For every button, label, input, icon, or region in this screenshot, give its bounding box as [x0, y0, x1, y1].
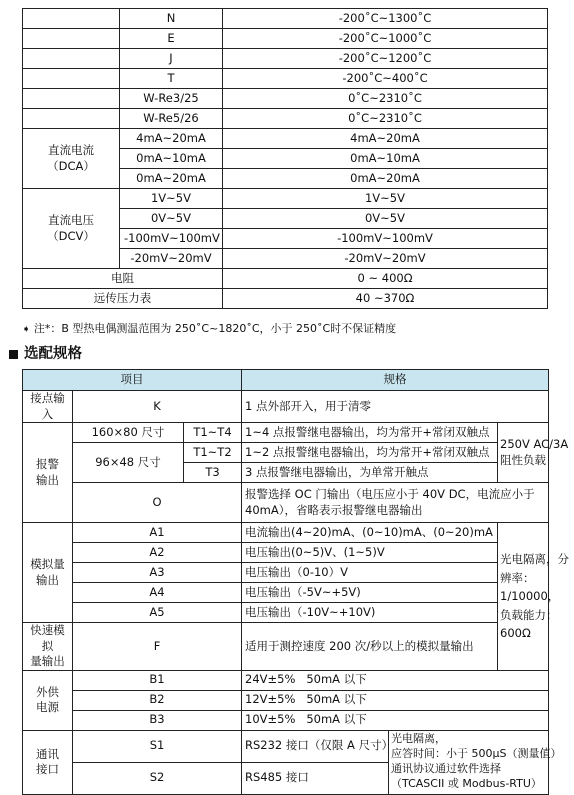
section-title — [9, 342, 82, 363]
table-row — [23, 9, 548, 29]
comm-note-line3: 通讯协议通过软件选择 — [391, 762, 501, 776]
measure-range: 0mA~10mA — [223, 149, 548, 169]
option-code: A2 — [73, 543, 242, 563]
option-code: A5 — [73, 603, 242, 623]
measure-range: -200˚C~1300˚C — [223, 9, 548, 29]
option-code: K — [73, 391, 242, 423]
table-row — [23, 69, 548, 89]
option-spec: 10V±5% 50mA 以下 — [242, 710, 549, 730]
comm-note — [389, 730, 562, 794]
dcv-label-line1: 直流电压 — [48, 212, 94, 227]
option-spec: 1~2 点报警继电器输出，均为常开+常闭双触点 — [242, 443, 498, 463]
option-spec: 适用于测控速度 200 次/秒以上的模拟量输出 — [242, 623, 498, 671]
option-code: O — [73, 483, 242, 523]
comm-label-line1: 通讯 — [36, 746, 59, 761]
option-spec: 电压输出（-10V~+10V) — [242, 603, 498, 623]
table-row — [23, 523, 549, 543]
input-type: T — [120, 69, 223, 89]
options-table — [22, 369, 569, 795]
input-type: 1V~5V — [120, 189, 223, 209]
option-spec: 电压输出（-5V~+5V) — [242, 583, 498, 603]
analog-isolation-note — [498, 523, 569, 671]
option-code: B1 — [73, 670, 242, 690]
contact-input-label: 接点输入 — [23, 391, 73, 423]
comm-note-line4: （TCASCII 或 Modbus-RTU） — [391, 776, 542, 790]
alarm-label-line1: 报警 — [36, 457, 59, 472]
alarm-label-line2: 输出 — [36, 472, 59, 487]
option-spec: 电流输出(4~20)mA、(0~10)mA、(0~20)mA — [242, 523, 498, 543]
blank-cell — [23, 89, 120, 109]
dcv-label-line2: （DCV） — [47, 228, 95, 243]
relay-note-line2: 阻性负载 — [500, 452, 546, 467]
comm-label-line2: 接口 — [36, 762, 59, 777]
input-type: -20mV~20mV — [120, 249, 223, 269]
dca-label-line2: （DCA） — [47, 158, 95, 173]
fast-analog-line1: 快速模拟 — [30, 623, 65, 653]
table-row — [23, 563, 549, 583]
power-group-label — [23, 670, 73, 730]
table-row — [23, 710, 549, 730]
option-spec: 12V±5% 50mA 以下 — [242, 690, 549, 710]
option-code: S1 — [73, 730, 242, 762]
comm-note-line2: 应答时间：小于 500μS（测量值） — [391, 747, 562, 761]
analog-label-line1: 模拟量 — [30, 557, 65, 572]
table-row — [23, 89, 548, 109]
oc-spec-line2: 40mA），省略表示报警继电器输出 — [245, 502, 423, 517]
measure-range: -200˚C~400˚C — [223, 69, 548, 89]
input-range-table — [22, 8, 548, 309]
table-row — [23, 443, 549, 463]
option-spec: 3 点报警继电器输出，为单常开触点 — [242, 463, 498, 483]
section-title-text: 选配规格 — [24, 346, 82, 362]
input-type: 4mA~20mA — [120, 129, 223, 149]
option-spec: 电压输出(0~5)V、(1~5)V — [242, 543, 498, 563]
table-row — [23, 391, 549, 423]
table-row — [23, 423, 549, 443]
option-code: A1 — [73, 523, 242, 543]
option-spec: 1 点外部开入，用于清零 — [242, 391, 549, 423]
analog-note-line3: 1/10000， — [500, 589, 560, 604]
option-spec: 电压输出（0-10）V — [242, 563, 498, 583]
input-type: 0mA~20mA — [120, 169, 223, 189]
table-row — [23, 269, 548, 289]
pressure-range: 40 ~370Ω — [223, 289, 548, 309]
resistance-label: 电阻 — [23, 269, 223, 289]
measure-range: -100mV~100mV — [223, 229, 548, 249]
option-code: B2 — [73, 690, 242, 710]
option-code: T1~T2 — [184, 443, 242, 463]
input-type: 0V~5V — [120, 209, 223, 229]
alarm-size-96: 96×48 尺寸 — [73, 443, 184, 483]
analog-note-line5: 600Ω — [500, 625, 531, 640]
dcv-group-label — [23, 189, 120, 269]
measure-range: 1V~5V — [223, 189, 548, 209]
input-type: W-Re3/25 — [120, 89, 223, 109]
blank-cell — [23, 29, 120, 49]
table-row — [23, 670, 549, 690]
table-row — [23, 603, 549, 623]
dca-group-label — [23, 129, 120, 189]
square-bullet-icon — [9, 350, 18, 359]
option-code: A4 — [73, 583, 242, 603]
blank-cell — [23, 9, 120, 29]
range-note — [22, 320, 552, 336]
header-spec: 规格 — [242, 370, 549, 391]
measure-range: -200˚C~1200˚C — [223, 49, 548, 69]
resistance-range: 0 ~ 400Ω — [223, 269, 548, 289]
option-code: B3 — [73, 710, 242, 730]
analog-label-line2: 输出 — [36, 572, 59, 587]
analog-note-line4: 负载能力： — [500, 607, 558, 622]
option-spec: 24V±5% 50mA 以下 — [242, 670, 549, 690]
table-row — [23, 730, 549, 762]
option-spec-oc — [242, 483, 549, 523]
input-type: J — [120, 49, 223, 69]
relay-note-line1: 250V AC/3A — [500, 437, 569, 452]
measure-range: 0mA~20mA — [223, 169, 548, 189]
measure-range: 0V~5V — [223, 209, 548, 229]
comm-group-label — [23, 730, 73, 794]
blank-cell — [23, 69, 120, 89]
dca-label-line1: 直流电流 — [48, 142, 94, 157]
analog-group-label — [23, 523, 73, 623]
note-text: 注*：B 型热电偶测温范围为 250˚C~1820˚C，小于 250˚C时不保证精度 — [33, 322, 397, 335]
table-row — [23, 289, 548, 309]
option-code: T3 — [184, 463, 242, 483]
alarm-group-label — [23, 423, 73, 523]
table-row — [23, 49, 548, 69]
option-code: T1~T4 — [184, 423, 242, 443]
option-code: F — [73, 623, 242, 671]
input-type: N — [120, 9, 223, 29]
table-row — [23, 690, 549, 710]
option-code: S2 — [73, 762, 242, 794]
option-spec: RS232 接口（仅限 A 尺寸） — [242, 730, 389, 762]
measure-range: -20mV~20mV — [223, 249, 548, 269]
relay-rating-note — [498, 423, 569, 483]
blank-cell — [23, 49, 120, 69]
table-row — [23, 483, 549, 523]
blank-cell — [23, 109, 120, 129]
table-row — [23, 109, 548, 129]
measure-range: -200˚C~1000˚C — [223, 29, 548, 49]
analog-note-line1: 光电隔离，分 — [500, 552, 569, 567]
header-row — [23, 370, 549, 391]
alarm-size-160: 160×80 尺寸 — [73, 423, 184, 443]
comm-note-line1: 光电隔离， — [391, 732, 446, 746]
table-row — [23, 583, 549, 603]
option-spec: 1~4 点报警继电器输出，均为常开+常闭双触点 — [242, 423, 498, 443]
header-item: 项目 — [23, 370, 242, 391]
fast-analog-line2: 量输出 — [30, 654, 65, 669]
input-type: E — [120, 29, 223, 49]
option-code: A3 — [73, 563, 242, 583]
power-label-line1: 外供 — [36, 684, 59, 699]
analog-note-line2: 辨率： — [500, 570, 535, 585]
table-row — [23, 29, 548, 49]
power-label-line2: 电源 — [36, 700, 59, 715]
fast-analog-label — [23, 623, 73, 671]
input-type: 0mA~10mA — [120, 149, 223, 169]
arrow-icon: ➧ — [22, 324, 31, 335]
oc-spec-line1: 报警选择 OC 门输出（电压应小于 40V DC，电流应小于 — [245, 487, 535, 502]
input-type: W-Re5/26 — [120, 109, 223, 129]
table-row — [23, 189, 548, 209]
measure-range: 0˚C~2310˚C — [223, 109, 548, 129]
measure-range: 4mA~20mA — [223, 129, 548, 149]
table-row — [23, 543, 549, 563]
pressure-label: 远传压力表 — [23, 289, 223, 309]
table-row — [23, 129, 548, 149]
input-type: -100mV~100mV — [120, 229, 223, 249]
option-spec: RS485 接口 — [242, 762, 389, 794]
measure-range: 0˚C~2310˚C — [223, 89, 548, 109]
table-row — [23, 623, 549, 671]
